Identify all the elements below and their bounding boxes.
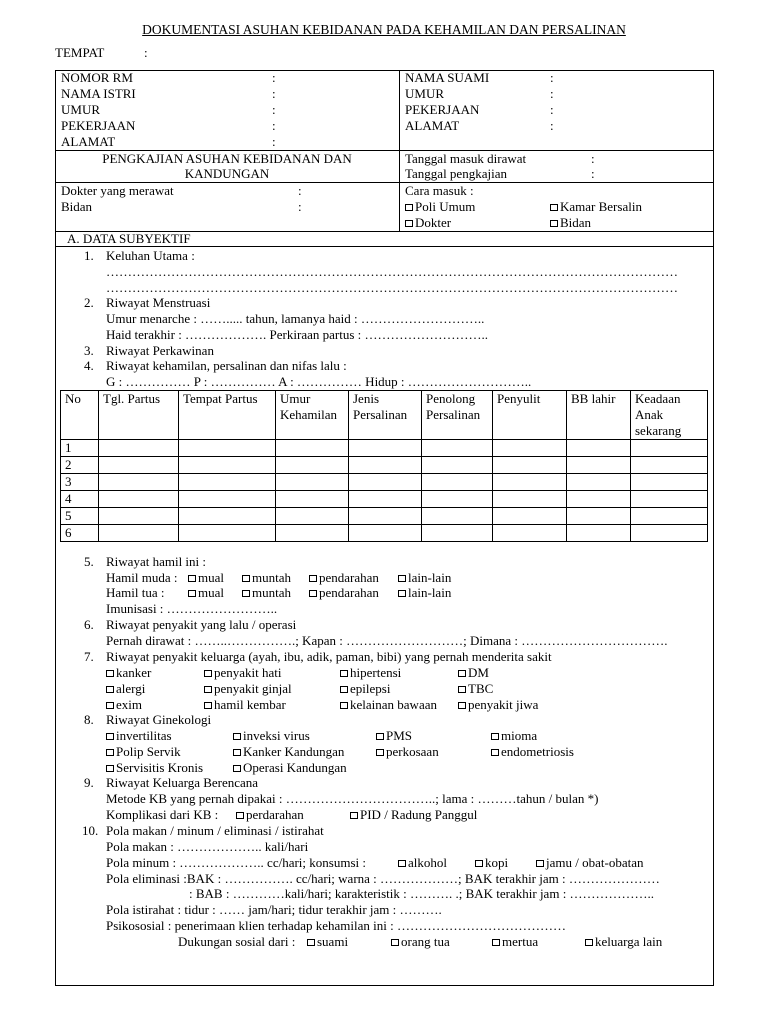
hamil-muda-lain[interactable]: lain-lain (398, 570, 451, 586)
item-number: 5. (84, 554, 94, 569)
colon: : (550, 118, 554, 133)
option-kanker-kandungan[interactable]: Kanker Kandungan (233, 744, 344, 760)
colon: : (272, 70, 276, 85)
haid-line: Haid terakhir : ………………. Perkiraan partus : ……………………….. (106, 327, 488, 342)
ginekologi-label: Riwayat Ginekologi (106, 712, 212, 727)
table-cell[interactable] (99, 508, 179, 525)
table-cell[interactable] (99, 474, 179, 491)
checkbox[interactable] (233, 749, 241, 756)
item-number: 2. (84, 295, 94, 310)
table-cell[interactable] (276, 474, 349, 491)
table-cell[interactable] (99, 440, 179, 457)
checkbox[interactable] (491, 733, 499, 740)
imunisasi-line: Imunisasi : …………………….. (106, 601, 278, 616)
option-dm[interactable]: DM (458, 665, 489, 681)
checkbox[interactable] (106, 670, 114, 677)
table-row (61, 457, 708, 474)
table-cell[interactable] (179, 457, 276, 474)
pengkajian-title-2: KANDUNGAN (184, 166, 270, 181)
option-mioma[interactable]: mioma (491, 728, 537, 744)
table-cell[interactable] (493, 508, 567, 525)
bidan-label: Bidan (61, 199, 93, 214)
row-number: 5 (61, 508, 99, 525)
option-alkohol[interactable]: alkohol (398, 855, 447, 871)
checkbox[interactable] (550, 204, 558, 211)
table-cell[interactable] (493, 474, 567, 491)
table-cell[interactable] (349, 457, 422, 474)
option-perkosaan[interactable]: perkosaan (376, 744, 439, 760)
col-header: Umur Kehamilan (276, 391, 349, 440)
checkbox[interactable] (233, 733, 241, 740)
col-header: Penyulit (493, 391, 567, 440)
item-number: 3. (84, 343, 94, 358)
hamil-tua-mual[interactable]: mual (188, 585, 224, 601)
metode-kb-line: Metode KB yang pernah dipakai : ……………………………..; lama : ………tahun / bulan *) (106, 791, 599, 806)
checkbox[interactable] (398, 575, 406, 582)
table-cell[interactable] (422, 457, 493, 474)
checkbox[interactable] (398, 860, 406, 867)
col-header: BB lahir (567, 391, 631, 440)
hamil-muda-label: Hamil muda : (106, 570, 178, 585)
checkbox[interactable] (391, 939, 399, 946)
option-epilepsi[interactable]: epilepsi (340, 681, 390, 697)
item-number: 6. (84, 617, 94, 632)
history-table (60, 390, 708, 542)
checkbox[interactable] (475, 860, 483, 867)
pekerjaan-istri-label: PEKERJAAN (61, 118, 136, 133)
table-cell[interactable] (631, 525, 708, 542)
checkbox[interactable] (188, 590, 196, 597)
option-penyakit-ginjal[interactable]: penyakit ginjal (204, 681, 292, 697)
option-bidan[interactable]: Bidan (550, 215, 591, 231)
checkbox[interactable] (458, 670, 466, 677)
table-cell[interactable] (99, 525, 179, 542)
nama-suami-label: NAMA SUAMI (405, 70, 490, 85)
table-cell[interactable] (631, 491, 708, 508)
col-header: Tempat Partus (179, 391, 276, 440)
col-header: Jenis Persalinan (349, 391, 422, 440)
table-cell[interactable] (349, 491, 422, 508)
option-poli-umum[interactable]: Poli Umum (405, 199, 475, 215)
checkbox[interactable] (458, 702, 466, 709)
checkbox[interactable] (492, 939, 500, 946)
eliminasi-bab-line: : BAB : …………kali/hari; karakteristik : ………. .; BAK terakhir jam : ……………….. (189, 886, 655, 901)
checkbox[interactable] (550, 220, 558, 227)
alamat-suami-label: ALAMAT (405, 118, 460, 133)
table-cell[interactable] (99, 491, 179, 508)
table-cell[interactable] (422, 525, 493, 542)
pola-minum-line: Pola minum : ……………….. cc/hari; konsumsi : (106, 855, 366, 870)
table-cell[interactable] (567, 491, 631, 508)
hamil-ini-label: Riwayat hamil ini : (106, 554, 207, 569)
table-row (61, 525, 708, 542)
hamil-muda-pendarahan[interactable]: pendarahan (309, 570, 379, 586)
table-cell[interactable] (493, 525, 567, 542)
checkbox[interactable] (106, 749, 114, 756)
divider (399, 70, 400, 231)
option-tbc[interactable]: TBC (458, 681, 493, 697)
checkbox[interactable] (204, 686, 212, 693)
option-penyakit-jiwa[interactable]: penyakit jiwa (458, 697, 538, 713)
checkbox[interactable] (204, 670, 212, 677)
option-endometriosis[interactable]: endometriosis (491, 744, 574, 760)
tanggal-masuk-label: Tanggal masuk dirawat (405, 151, 527, 166)
table-cell[interactable] (567, 508, 631, 525)
menarche-line: Umur menarche : ……..... tahun, lamanya haid : ……………………….. (106, 311, 485, 326)
table-cell[interactable] (422, 474, 493, 491)
option-suami[interactable]: suami (307, 934, 348, 950)
option-servisitis-kronis[interactable]: Servisitis Kronis (106, 760, 203, 776)
option-polip-servik[interactable]: Polip Servik (106, 744, 181, 760)
alamat-istri-label: ALAMAT (61, 134, 116, 149)
checkbox[interactable] (458, 686, 466, 693)
keluhan-dots-2: …………………………………………………………………………………………………………………… (106, 280, 678, 295)
item-number: 8. (84, 712, 94, 727)
item-number: 7. (84, 649, 94, 664)
row-number: 6 (61, 525, 99, 542)
table-cell[interactable] (276, 525, 349, 542)
checkbox[interactable] (405, 220, 413, 227)
checkbox[interactable] (188, 575, 196, 582)
penyakit-keluarga-label: Riwayat penyakit keluarga (ayah, ibu, adik, paman, bibi) yang pernah menderita sakit (106, 649, 552, 664)
table-cell[interactable] (276, 508, 349, 525)
table-cell[interactable] (99, 457, 179, 474)
option-orang-tua[interactable]: orang tua (391, 934, 450, 950)
checkbox[interactable] (106, 733, 114, 740)
table-cell[interactable] (276, 440, 349, 457)
colon: : (272, 102, 276, 117)
pekerjaan-suami-label: PEKERJAAN (405, 102, 480, 117)
option-mertua[interactable]: mertua (492, 934, 538, 950)
option-inveksi-virus[interactable]: inveksi virus (233, 728, 310, 744)
table-cell[interactable] (422, 440, 493, 457)
table-cell[interactable] (493, 491, 567, 508)
option-hamil-kembar[interactable]: hamil kembar (204, 697, 286, 713)
table-cell[interactable] (631, 440, 708, 457)
checkbox[interactable] (585, 939, 593, 946)
pola-istirahat-line: Pola istirahat : tidur : …… jam/hari; tidur terakhir jam : ………. (106, 902, 442, 917)
perkawinan-label: Riwayat Perkawinan (106, 343, 214, 358)
checkbox[interactable] (536, 860, 544, 867)
kehamilan-lalu-label: Riwayat kehamilan, persalinan dan nifas lalu : (106, 358, 347, 373)
table-cell[interactable] (493, 440, 567, 457)
table-header-row (61, 391, 708, 440)
colon: : (272, 86, 276, 101)
row-number: 2 (61, 457, 99, 474)
table-cell[interactable] (179, 508, 276, 525)
keluhan-dots-1: …………………………………………………………………………………………………………………… (106, 264, 678, 279)
tempat-colon: : (144, 45, 148, 60)
table-row (61, 491, 708, 508)
nama-istri-label: NAMA ISTRI (61, 86, 136, 101)
table-cell[interactable] (631, 474, 708, 491)
option-perdarahan[interactable]: perdarahan (236, 807, 304, 823)
col-header: Penolong Persalinan (422, 391, 493, 440)
table-cell[interactable] (349, 525, 422, 542)
item-number: 10. (82, 823, 99, 838)
eliminasi-bak-line: Pola eliminasi :BAK : ……………. cc/hari; warna : ………………; BAK terakhir jam : ………………… (106, 871, 660, 886)
table-cell[interactable] (349, 508, 422, 525)
colon: : (272, 134, 276, 149)
table-cell[interactable] (276, 457, 349, 474)
table-cell[interactable] (567, 457, 631, 474)
komplikasi-label: Komplikasi dari KB : (106, 807, 219, 822)
colon: : (550, 70, 554, 85)
checkbox[interactable] (309, 590, 317, 597)
colon: : (591, 151, 595, 166)
table-cell[interactable] (276, 491, 349, 508)
table-row (61, 474, 708, 491)
section-a-heading: A. DATA SUBYEKTIF (67, 231, 191, 246)
table-cell[interactable] (422, 508, 493, 525)
option-kopi[interactable]: kopi (475, 855, 508, 871)
dukungan-label: Dukungan sosial dari : (178, 934, 296, 949)
table-cell[interactable] (567, 525, 631, 542)
option-alergi[interactable]: alergi (106, 681, 145, 697)
hamil-tua-lain[interactable]: lain-lain (398, 585, 451, 601)
tanggal-pengkajian-label: Tanggal pengkajian (405, 166, 507, 181)
pengkajian-title: PENGKAJIAN ASUHAN KEBIDANAN DAN (102, 151, 352, 166)
option-jamu[interactable]: jamu / obat-obatan (536, 855, 643, 871)
checkbox[interactable] (340, 686, 348, 693)
table-cell[interactable] (493, 457, 567, 474)
option-kamar-bersalin[interactable]: Kamar Bersalin (550, 199, 642, 215)
nomor-rm-label: NOMOR RM (61, 70, 133, 85)
umur-istri-label: UMUR (61, 102, 101, 117)
colon: : (550, 86, 554, 101)
col-header: Keadaan Anak sekarang (631, 391, 708, 440)
checkbox[interactable] (106, 686, 114, 693)
hamil-tua-pendarahan[interactable]: pendarahan (309, 585, 379, 601)
option-operasi-kandungan[interactable]: Operasi Kandungan (233, 760, 347, 776)
option-dokter[interactable]: Dokter (405, 215, 451, 231)
table-row (61, 440, 708, 457)
table-cell[interactable] (349, 440, 422, 457)
checkbox[interactable] (376, 733, 384, 740)
col-header: Tgl. Partus (99, 391, 179, 440)
checkbox[interactable] (307, 939, 315, 946)
colon: : (298, 183, 302, 198)
checkbox[interactable] (398, 590, 406, 597)
umur-suami-label: UMUR (405, 86, 445, 101)
table-cell[interactable] (631, 457, 708, 474)
colon: : (550, 102, 554, 117)
tempat-label: TEMPAT (55, 45, 105, 60)
pernah-dirawat-line: Pernah dirawat : ……..…………….; Kapan : ………………………; Dimana : ……………………………. (106, 633, 668, 648)
item-number: 4. (84, 358, 94, 373)
row-number: 4 (61, 491, 99, 508)
table-cell[interactable] (631, 508, 708, 525)
item-number: 1. (84, 248, 94, 263)
checkbox[interactable] (204, 702, 212, 709)
table-cell[interactable] (567, 474, 631, 491)
colon: : (591, 166, 595, 181)
checkbox[interactable] (106, 765, 114, 772)
checkbox[interactable] (233, 765, 241, 772)
option-kelainan-bawaan[interactable]: kelainan bawaan (340, 697, 437, 713)
checkbox[interactable] (340, 702, 348, 709)
checkbox[interactable] (242, 590, 250, 597)
document-title: DOKUMENTASI ASUHAN KEBIDANAN PADA KEHAMILAN DAN PERSALINAN (142, 22, 626, 37)
checkbox[interactable] (236, 812, 244, 819)
checkbox[interactable] (309, 575, 317, 582)
option-invertilitas[interactable]: invertilitas (106, 728, 172, 744)
table-cell[interactable] (179, 474, 276, 491)
option-kanker[interactable]: kanker (106, 665, 151, 681)
row-number: 3 (61, 474, 99, 491)
dokter-label: Dokter yang merawat (61, 183, 174, 198)
table-cell[interactable] (179, 440, 276, 457)
checkbox[interactable] (405, 204, 413, 211)
option-penyakit-hati[interactable]: penyakit hati (204, 665, 282, 681)
option-pid[interactable]: PID / Radung Panggul (350, 807, 477, 823)
hamil-tua-muntah[interactable]: muntah (242, 585, 291, 601)
item-number: 9. (84, 775, 94, 790)
kb-label: Riwayat Keluarga Berencana (106, 775, 259, 790)
pola-makan-line: Pola makan : ……………….. kali/hari (106, 839, 309, 854)
psikososial-line: Psikososial : penerimaan klien terhadap kehamilan ini : ………………………………… (106, 918, 566, 933)
hamil-tua-label: Hamil tua : (106, 585, 165, 600)
colon: : (272, 118, 276, 133)
option-exim[interactable]: exim (106, 697, 142, 713)
checkbox[interactable] (491, 749, 499, 756)
table-cell[interactable] (422, 491, 493, 508)
hamil-muda-mual[interactable]: mual (188, 570, 224, 586)
cara-masuk-label: Cara masuk : (405, 183, 474, 198)
option-hipertensi[interactable]: hipertensi (340, 665, 401, 681)
keluhan-utama-label: Keluhan Utama : (106, 248, 195, 263)
checkbox[interactable] (350, 812, 358, 819)
checkbox[interactable] (242, 575, 250, 582)
checkbox[interactable] (340, 670, 348, 677)
table-cell[interactable] (567, 440, 631, 457)
table-row (61, 508, 708, 525)
penyakit-label: Riwayat penyakit yang lalu / operasi (106, 617, 297, 632)
pola-label: Pola makan / minum / eliminasi / istirahat (106, 823, 324, 838)
menstruasi-label: Riwayat Menstruasi (106, 295, 211, 310)
option-pms[interactable]: PMS (376, 728, 412, 744)
option-keluarga-lain[interactable]: keluarga lain (585, 934, 662, 950)
colon: : (298, 199, 302, 214)
row-number: 1 (61, 440, 99, 457)
table-cell[interactable] (179, 525, 276, 542)
hamil-muda-muntah[interactable]: muntah (242, 570, 291, 586)
checkbox[interactable] (376, 749, 384, 756)
gpa-line: G : …………… P : …………… A : …………… Hidup : ……………………….. (106, 374, 532, 389)
table-cell[interactable] (349, 474, 422, 491)
checkbox[interactable] (106, 702, 114, 709)
table-cell[interactable] (179, 491, 276, 508)
col-header: No (61, 391, 99, 440)
